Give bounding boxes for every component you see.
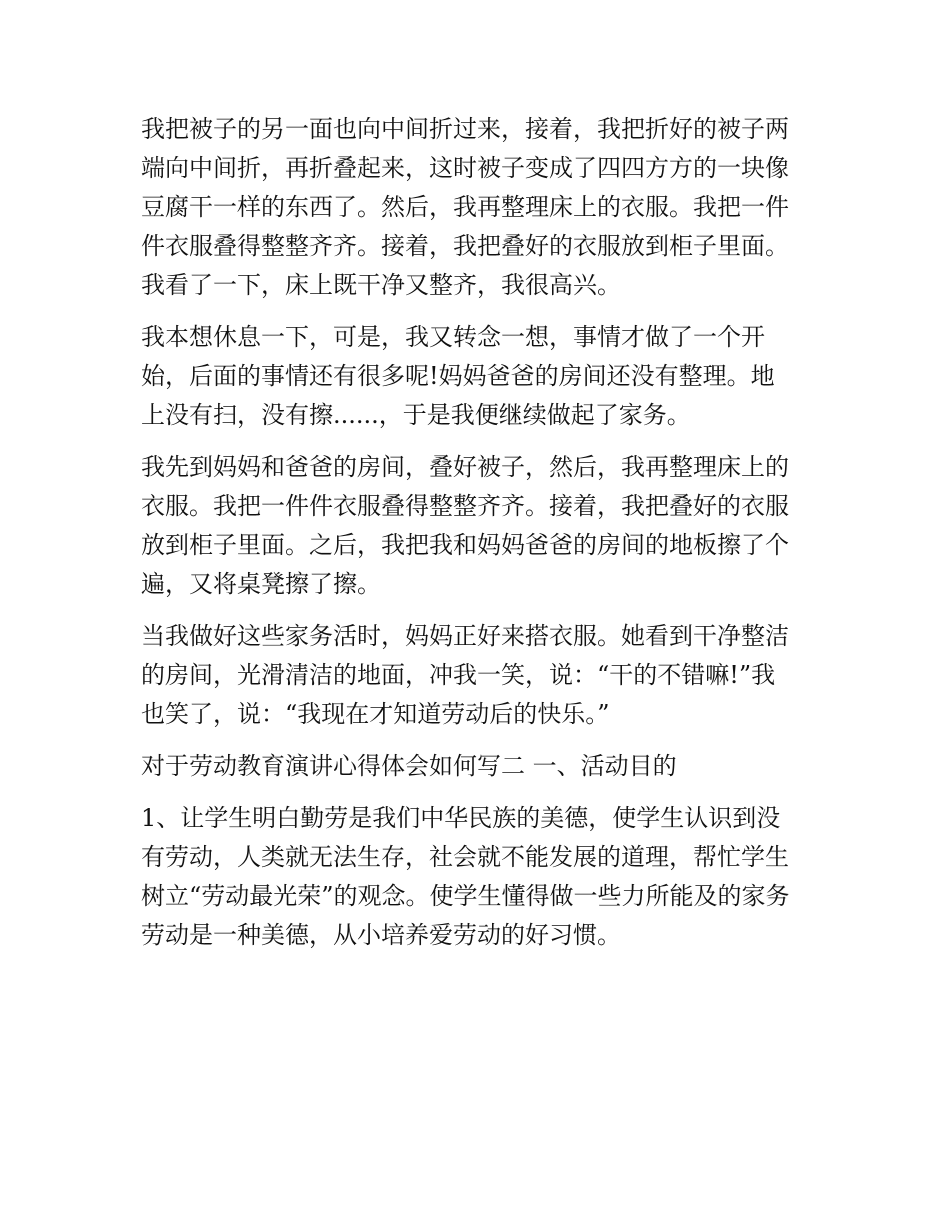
document-body (141, 110, 821, 955)
paragraph-mother-praise (141, 617, 821, 734)
text-line: 的房间，光滑清洁的地面，冲我一笑，说：“干的不错嘛!”我 (141, 661, 776, 689)
text-line: 我先到妈妈和爸爸的房间，叠好被子，然后，我再整理床上的 (141, 453, 789, 481)
paragraph-folding-quilt (141, 110, 821, 305)
text-line: 有劳动，人类就无法生存，社会就不能发展的道理，帮忙学生 (141, 843, 789, 871)
text-line: 始，后面的事情还有很多呢!妈妈爸爸的房间还没有整理。地 (141, 362, 775, 390)
text-line: 豆腐干一样的东西了。然后，我再整理床上的衣服。我把一件 (141, 193, 789, 221)
text-line: 也笑了，说：“我现在才知道劳动后的快乐。” (141, 700, 610, 728)
text-line: 端向中间折，再折叠起来，这时被子变成了四四方方的一块像 (141, 154, 789, 182)
text-line: 放到柜子里面。之后，我把我和妈妈爸爸的房间的地板擦了个 (141, 531, 789, 559)
text-line: 上没有扫，没有擦......，于是我便继续做起了家务。 (141, 401, 691, 429)
paragraph-activity-goal (141, 799, 821, 955)
section-heading (141, 747, 821, 786)
paragraph-continue-chores (141, 318, 821, 435)
text-line: 我把被子的另一面也向中间折过来，接着，我把折好的被子两 (141, 115, 789, 143)
text-line: 当我做好这些家务活时，妈妈正好来搭衣服。她看到干净整洁 (141, 622, 789, 650)
heading-line: 对于劳动教育演讲心得体会如何写二 一、活动目的 (141, 752, 677, 780)
paragraph-parents-room (141, 448, 821, 604)
text-line: 衣服。我把一件件衣服叠得整整齐齐。接着，我把叠好的衣服 (141, 492, 789, 520)
text-line: 件衣服叠得整整齐齐。接着，我把叠好的衣服放到柜子里面。 (141, 232, 789, 260)
text-line: 遍，又将桌凳擦了擦。 (141, 570, 381, 598)
text-line: 树立“劳动最光荣”的观念。使学生懂得做一些力所能及的家务 (141, 882, 790, 910)
text-line: 我本想休息一下，可是，我又转念一想，事情才做了一个开 (141, 323, 765, 351)
text-line: 劳动是一种美德，从小培养爱劳动的好习惯。 (141, 921, 621, 949)
text-line: 我看了一下，床上既干净又整齐，我很高兴。 (141, 271, 621, 299)
text-line: 1、让学生明白勤劳是我们中华民族的美德，使学生认识到没 (141, 804, 781, 832)
